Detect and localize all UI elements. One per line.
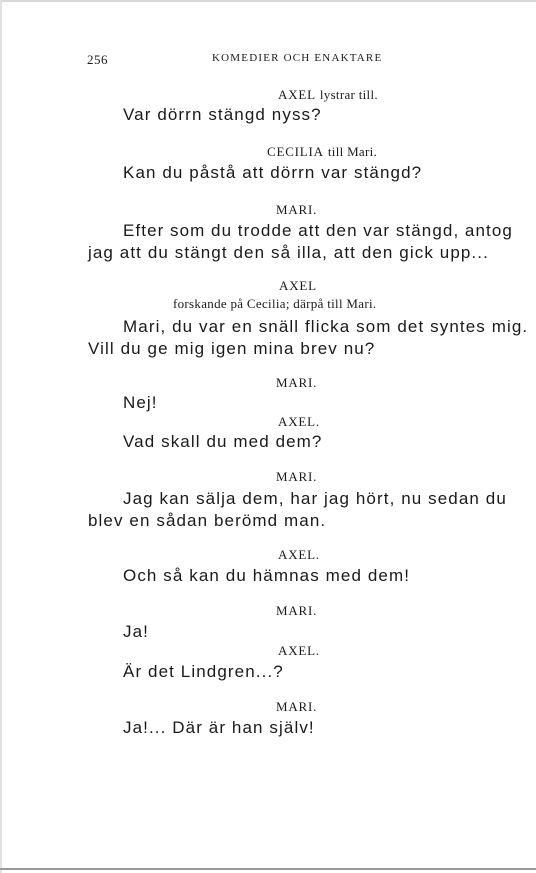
stage-direction: lystrar till. — [319, 87, 378, 102]
dialogue-word: du — [211, 221, 233, 240]
dialogue-word: trodde — [237, 221, 293, 240]
speaker-name: CECILIA — [267, 144, 324, 159]
dialogue-line: Ja!... Där är han själv! — [123, 718, 315, 737]
dialogue-word: antog — [464, 221, 513, 240]
page-edge-top — [0, 0, 536, 2]
dialogue-word: som — [170, 221, 206, 240]
speaker-name: AXEL. — [278, 547, 320, 562]
speaker-heading — [267, 143, 377, 161]
dialogue-word: var — [363, 221, 391, 240]
stage-direction: forskande på Cecilia; därpå till Mari. — [173, 296, 377, 311]
dialogue-line: jag att du stängt den så illa, att den gick upp... — [88, 243, 489, 262]
speaker-name: AXEL — [279, 278, 317, 293]
stage-direction: till Mari. — [327, 144, 378, 159]
dialogue-word: att — [298, 221, 321, 240]
speaker-heading — [278, 86, 378, 104]
dialogue-line: Mari, du var en snäll flicka som det syntes mig. — [123, 317, 529, 336]
dialogue-line: blev en sådan berömd man. — [88, 511, 327, 530]
speaker-name: AXEL — [278, 87, 316, 102]
speaker-name: MARI. — [276, 699, 318, 714]
dialogue-line: Ja! — [123, 622, 149, 641]
speaker-name: MARI. — [276, 469, 318, 484]
dialogue-line-text: Efter — [123, 221, 165, 240]
page-number: 256 — [87, 52, 108, 67]
running-title: KOMEDIER OCH ENAKTARE — [212, 52, 383, 64]
page-edge-left — [0, 0, 2, 873]
dialogue-line — [123, 221, 513, 241]
speaker-name: AXEL. — [278, 643, 320, 658]
speaker-name: MARI. — [276, 375, 318, 390]
speaker-name: MARI. — [276, 603, 318, 618]
speaker-name: AXEL. — [278, 414, 320, 429]
dialogue-word: den — [326, 221, 358, 240]
dialogue-line: Är det Lindgren...? — [123, 662, 284, 681]
dialogue-line: Nej! — [123, 393, 158, 412]
dialogue-line: Vill du ge mig igen mina brev nu? — [88, 339, 376, 358]
dialogue-line: Och så kan du hämnas med dem! — [123, 566, 411, 585]
dialogue-line: Var dörrn stängd nyss? — [123, 105, 322, 124]
dialogue-word: stängd, — [395, 221, 460, 240]
dialogue-line: Jag kan sälja dem, har jag hört, nu sedan du — [123, 489, 507, 508]
dialogue-line: Vad skall du med dem? — [123, 432, 323, 451]
dialogue-line: Kan du påstå att dörrn var stängd? — [123, 163, 423, 182]
page-edge-bottom — [0, 868, 536, 870]
speaker-name: MARI. — [276, 202, 318, 217]
